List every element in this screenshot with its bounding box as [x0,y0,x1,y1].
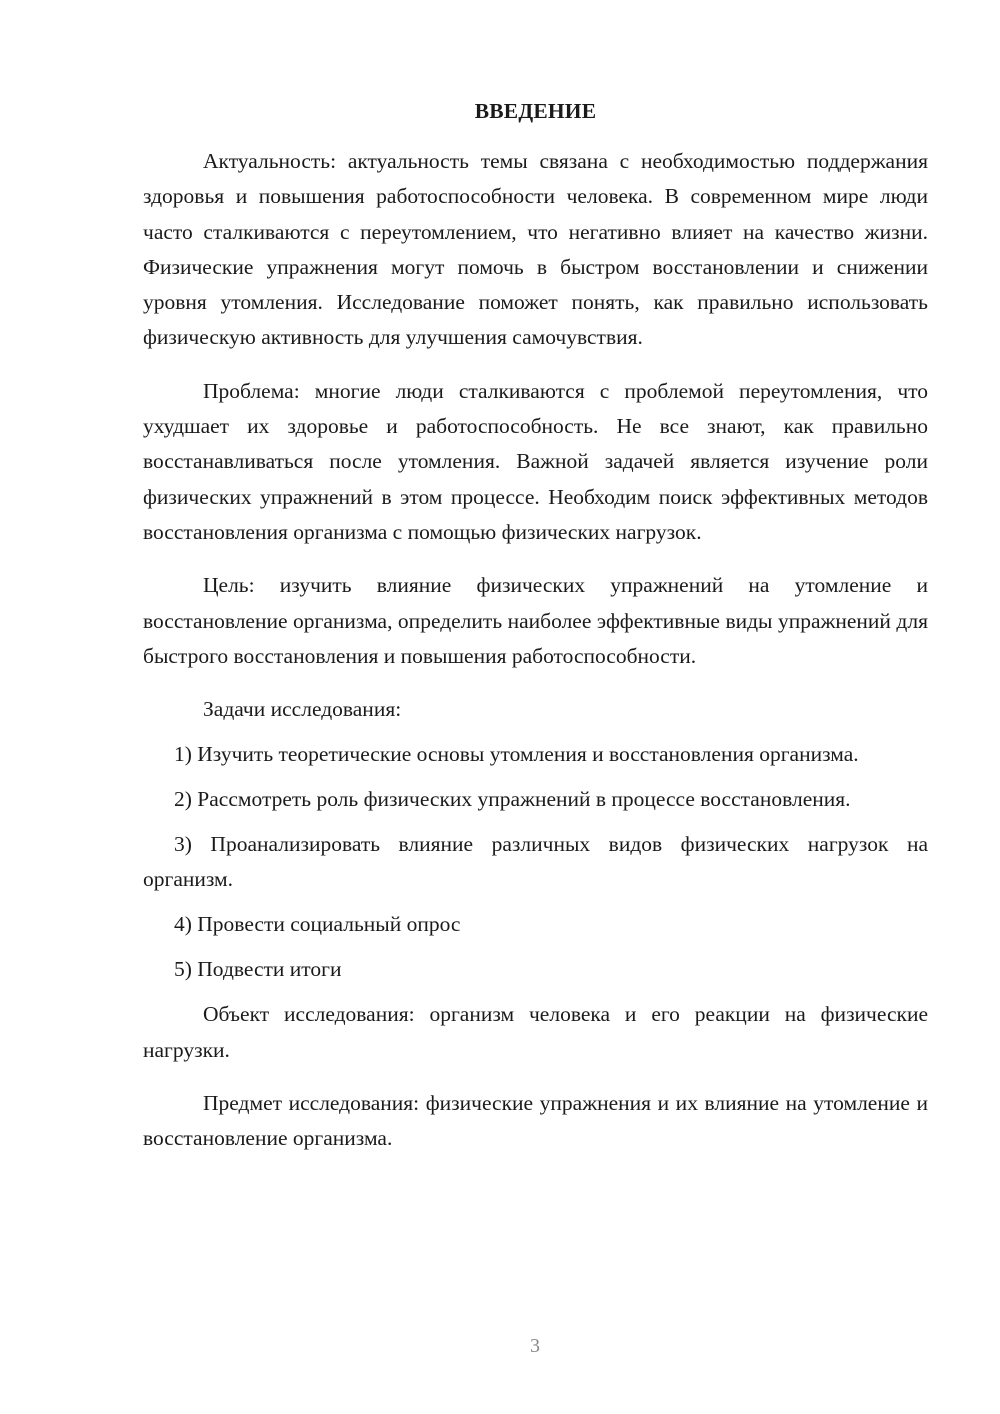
task-item-5: 5) Подвести итоги [174,957,342,982]
task-item-2: 2) Рассмотреть роль физических упражнений в процессе восстановления. [174,787,851,812]
paragraph-relevance: Актуальность: актуальность темы связана с необходимостью поддержания здоровья и повышения работоспособности человека. В современном мире люди часто сталкиваются с переутомлением, что негативно влияет на качество жизни. Физические упражнения могут помочь в быстром восстановлении и снижении уровня утомления. Исследование поможет понять, как правильно использовать физическую активность для улучшения самочувствия. [143,149,928,350]
tasks-heading: Задачи исследования: [203,697,402,722]
task-item-4: 4) Провести социальный опрос [174,912,461,937]
paragraph-problem: Проблема: многие люди сталкиваются с проблемой переутомления, что ухудшает их здоровье и работоспособность. Не все знают, как правильно восстанавливаться после утомления. Важной задачей является изучение роли физических упражнений в этом процессе. Необходим поиск эффективных методов восстановления организма с помощью физических нагрузок. [143,378,928,544]
section-title: ВВЕДЕНИЕ [474,99,597,123]
paragraph-object: Объект исследования: организм человека и его реакции на физические нагрузки. [143,1002,928,1062]
task-item-3: 3) Проанализировать влияние различных видов физических нагрузок на организм. [143,832,928,892]
task-item-1: 1) Изучить теоретические основы утомления и восстановления организма. [174,742,859,767]
page-content [143,94,928,1157]
page-number: 3 [530,1335,540,1357]
paragraph-subject: Предмет исследования: физические упражнения и их влияние на утомление и восстановление организма. [143,1091,928,1151]
paragraph-goal: Цель: изучить влияние физических упражнений на утомление и восстановление организма, определить наиболее эффективные виды упражнений для быстрого восстановления и повышения работоспособности. [143,573,928,668]
